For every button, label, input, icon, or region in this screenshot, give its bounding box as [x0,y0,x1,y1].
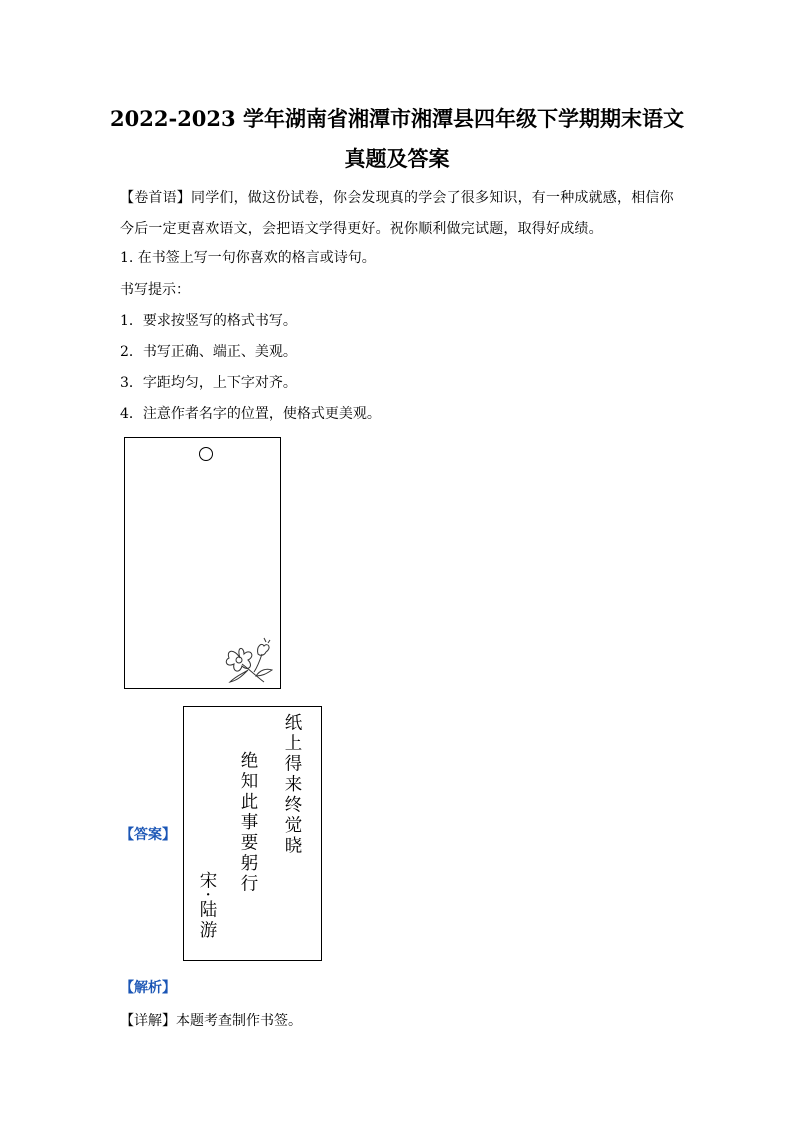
bookmark-hole-icon [199,447,213,461]
hint-item: 2．书写正确、端正、美观。 [120,344,297,360]
detail-text: 本题考查制作书签。 [176,1013,302,1029]
blank-bookmark [124,437,281,689]
detail-paragraph [120,1010,302,1030]
bookmark-verse-line-1: 纸上得来终觉晓 [282,713,302,857]
hint-item: 1．要求按竖写的格式书写。 [120,313,297,329]
bookmark-verse-line-2: 绝知此事要躬行 [238,751,258,895]
analysis-label: 【解析】 [120,980,176,996]
answer-label: 【答案】 [120,827,176,843]
preface-text: 同学们，做这份试卷，你会发现真的学会了很多知识，有一种成就感，相信你今后一定更喜欢语文，会把语文学得更好。祝你顺利做完试题，取得好成绩。 [120,190,674,237]
hint-item: 4．注意作者名字的位置，使格式更美观。 [120,406,381,422]
hints-title: 书写提示： [120,282,190,298]
page-title-line-2: 真题及答案 [344,146,450,171]
detail-label: 【详解】 [120,1013,176,1029]
bookmark-author: 宋·陆游 [197,871,217,942]
preface-label: 【卷首语】 [120,190,191,206]
page-title-line-1: 2022-2023 学年湖南省湘潭市湘潭县四年级下学期期末语文 [110,106,684,131]
question-1: 1. 在书签上写一句你喜欢的格言或诗句。 [120,250,376,266]
answer-bookmark [183,706,322,961]
hint-item: 3．字距均匀，上下字对齐。 [120,375,297,391]
flower-illustration-icon [220,636,276,688]
preface-paragraph [120,183,680,245]
